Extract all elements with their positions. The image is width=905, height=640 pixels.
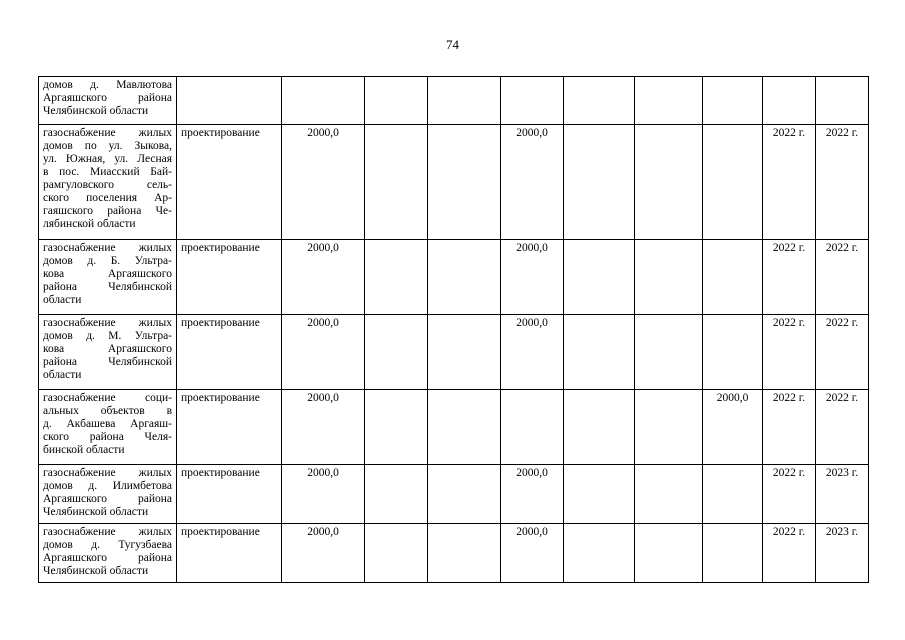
funding-cell (703, 524, 763, 583)
funding-cell: 2000,0 (501, 524, 564, 583)
object-name-line: Челябинской области (43, 105, 149, 117)
year-end-cell: 2023 г. (816, 524, 869, 583)
year-end-cell: 2022 г. (816, 315, 869, 390)
total-cost-cell: 2000,0 (282, 315, 365, 390)
year-end-cell: 2022 г. (816, 390, 869, 465)
funding-cell (365, 390, 428, 465)
object-name-line: гаяшского района Че- (43, 205, 172, 217)
funding-cell (365, 524, 428, 583)
total-cost-cell: 2000,0 (282, 524, 365, 583)
table-row (39, 77, 869, 125)
object-name-line: ского поселения Ар- (43, 192, 172, 204)
stage-cell: проектирование (177, 125, 282, 240)
funding-cell (635, 315, 703, 390)
table-row (39, 315, 869, 390)
object-name-cell (39, 125, 177, 240)
object-name-line: Аргаяшского района (43, 92, 172, 104)
object-name-cell (39, 524, 177, 583)
funding-cell (428, 125, 501, 240)
stage-cell: проектирование (177, 315, 282, 390)
year-end-cell: 2022 г. (816, 240, 869, 315)
object-name-line: газоснабжение жилых (43, 127, 172, 139)
object-name-line: домов д. Илимбетова (43, 480, 172, 492)
year-start-cell (763, 77, 816, 125)
funding-cell (703, 125, 763, 240)
funding-cell (365, 315, 428, 390)
table-row (39, 390, 869, 465)
funding-cell (428, 524, 501, 583)
stage-cell (177, 77, 282, 125)
object-name-line: кова Аргаяшского (43, 343, 172, 355)
object-name-line: домов д. Б. Ультра- (43, 255, 172, 267)
object-name-line: газоснабжение жилых (43, 317, 172, 329)
stage-cell: проектирование (177, 240, 282, 315)
object-name-line: ул. Южная, ул. Лесная (43, 153, 172, 165)
object-name-line: района Челябинской (43, 281, 172, 293)
funding-cell (703, 240, 763, 315)
year-start-cell: 2022 г. (763, 465, 816, 524)
stage-cell: проектирование (177, 524, 282, 583)
object-name-line: лябинской области (43, 218, 136, 230)
object-name-line: д. Акбашева Аргаяш- (43, 418, 172, 430)
funding-cell (428, 390, 501, 465)
object-name-line: альных объектов в (43, 405, 172, 417)
object-name-line: газоснабжение жилых (43, 467, 172, 479)
funding-cell (703, 465, 763, 524)
funding-cell (564, 240, 635, 315)
object-name-cell (39, 315, 177, 390)
funding-cell (501, 390, 564, 465)
total-cost-cell: 2000,0 (282, 465, 365, 524)
object-name-line: бинской области (43, 444, 125, 456)
year-start-cell: 2022 г. (763, 240, 816, 315)
funding-cell (365, 125, 428, 240)
funding-cell (703, 77, 763, 125)
funding-cell (703, 315, 763, 390)
year-end-cell: 2023 г. (816, 465, 869, 524)
funding-cell: 2000,0 (501, 465, 564, 524)
funding-cell (564, 465, 635, 524)
total-cost-cell: 2000,0 (282, 390, 365, 465)
page-number: 74 (446, 37, 459, 52)
total-cost-cell: 2000,0 (282, 125, 365, 240)
table-row (39, 125, 869, 240)
object-name-line: Челябинской области (43, 506, 149, 518)
funding-cell (428, 77, 501, 125)
year-start-cell: 2022 г. (763, 125, 816, 240)
object-name-line: домов д. М. Ультра- (43, 330, 172, 342)
funding-cell (428, 465, 501, 524)
funding-cell (564, 390, 635, 465)
table-row (39, 465, 869, 524)
object-name-line: области (43, 369, 82, 381)
funding-cell (428, 315, 501, 390)
funding-cell (501, 77, 564, 125)
funding-cell (564, 524, 635, 583)
object-name-line: в пос. Миасский Бай- (43, 166, 172, 178)
funding-cell (428, 240, 501, 315)
funding-cell (564, 77, 635, 125)
funding-cell: 2000,0 (501, 315, 564, 390)
year-end-cell: 2022 г. (816, 125, 869, 240)
object-name-cell (39, 465, 177, 524)
object-name-line: газоснабжение жилых (43, 242, 172, 254)
stage-cell: проектирование (177, 390, 282, 465)
object-name-cell (39, 240, 177, 315)
year-end-cell (816, 77, 869, 125)
object-name-line: Аргаяшского района (43, 493, 172, 505)
stage-cell: проектирование (177, 465, 282, 524)
funding-cell (365, 465, 428, 524)
total-cost-cell: 2000,0 (282, 240, 365, 315)
object-name-line: Аргаяшского района (43, 552, 172, 564)
funding-cell (564, 315, 635, 390)
object-name-line: домов по ул. Зыкова, (43, 140, 172, 152)
funding-cell: 2000,0 (501, 125, 564, 240)
object-name-line: области (43, 294, 82, 306)
funding-cell (365, 240, 428, 315)
object-name-line: района Челябинской (43, 356, 172, 368)
year-start-cell: 2022 г. (763, 524, 816, 583)
object-name-line: домов д. Мавлютова (43, 79, 172, 91)
funding-cell (635, 390, 703, 465)
year-start-cell: 2022 г. (763, 390, 816, 465)
total-cost-cell (282, 77, 365, 125)
table-row (39, 524, 869, 583)
object-name-line: домов д. Тугузбаева (43, 539, 172, 551)
funding-cell (635, 524, 703, 583)
funding-cell (635, 465, 703, 524)
funding-cell: 2000,0 (703, 390, 763, 465)
year-start-cell: 2022 г. (763, 315, 816, 390)
table-row (39, 240, 869, 315)
object-name-cell (39, 77, 177, 125)
object-name-line: газоснабжение жилых (43, 526, 172, 538)
object-name-line: газоснабжение соци- (43, 392, 172, 404)
funding-cell (635, 77, 703, 125)
object-name-cell (39, 390, 177, 465)
program-table (38, 76, 869, 583)
funding-cell (365, 77, 428, 125)
table-body (39, 77, 869, 583)
object-name-line: ского района Челя- (43, 431, 172, 443)
funding-cell (635, 240, 703, 315)
funding-cell (635, 125, 703, 240)
funding-cell (564, 125, 635, 240)
object-name-line: кова Аргаяшского (43, 268, 172, 280)
object-name-line: рамгуловского сель- (43, 179, 172, 191)
object-name-line: Челябинской области (43, 565, 149, 577)
funding-cell: 2000,0 (501, 240, 564, 315)
